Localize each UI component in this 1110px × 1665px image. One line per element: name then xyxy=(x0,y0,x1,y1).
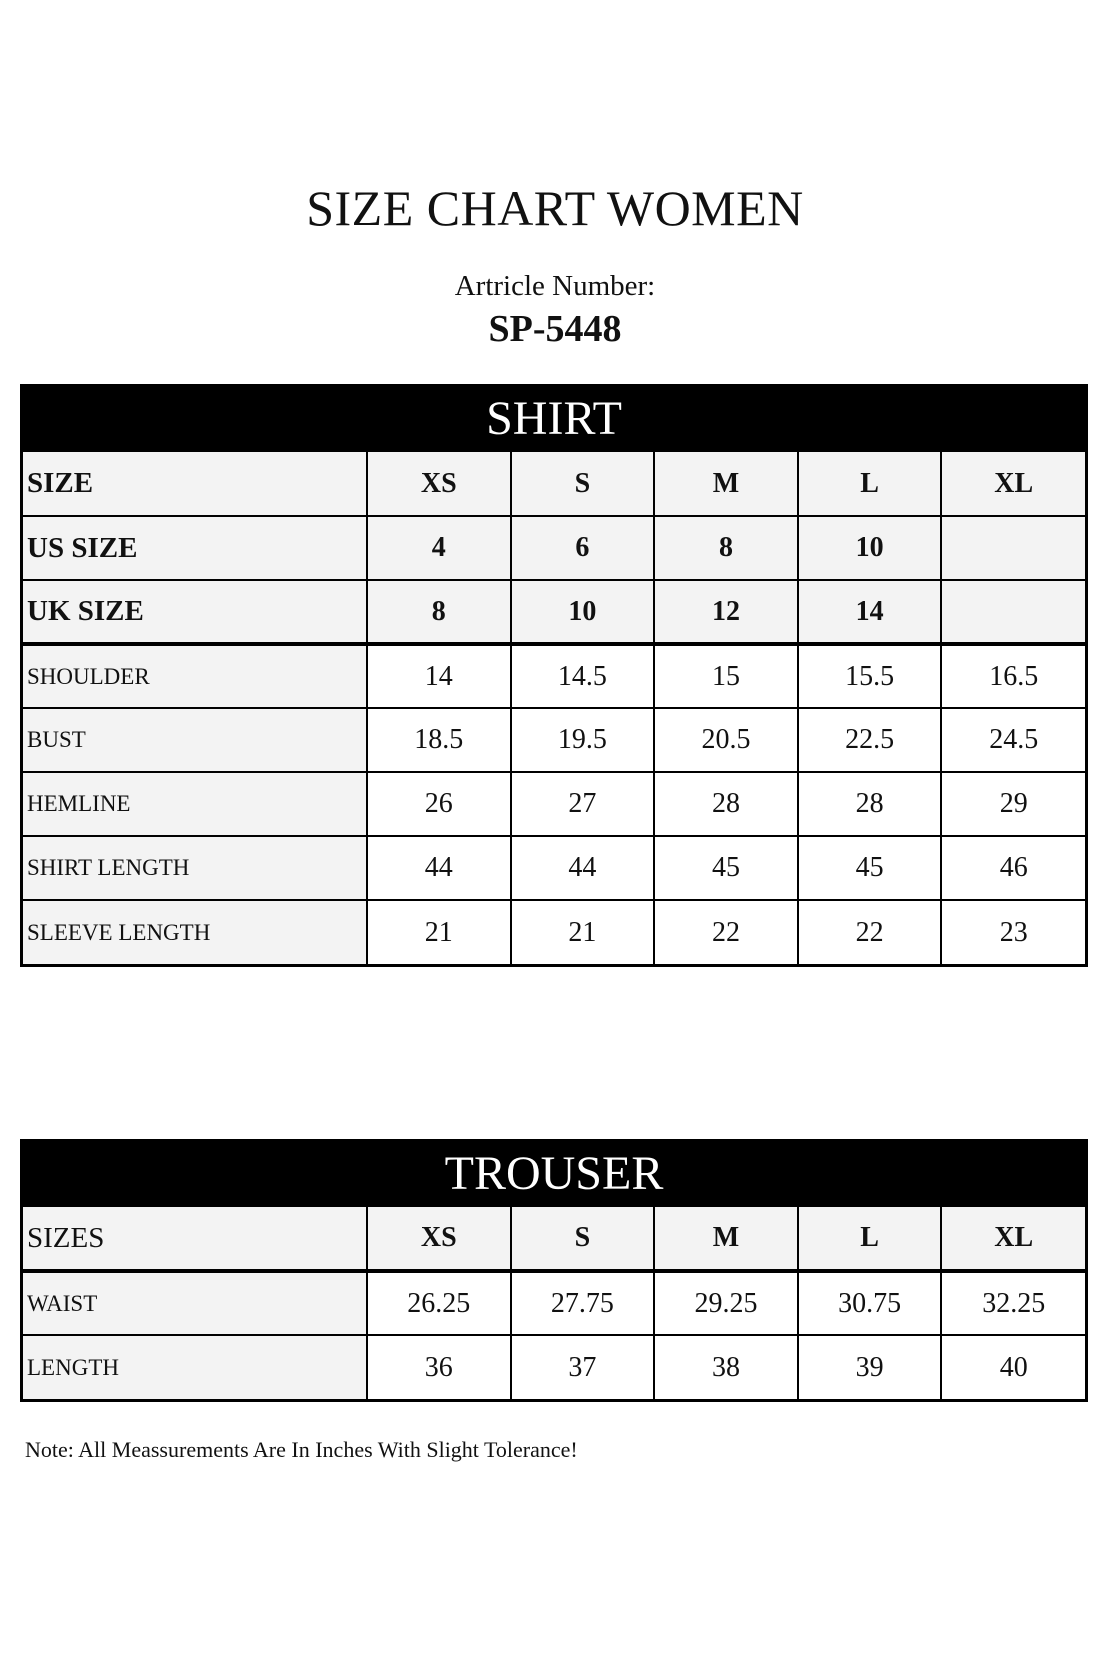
row-label-uk-size: UK SIZE xyxy=(23,580,367,644)
table-row-uk-size xyxy=(23,580,1085,644)
table-cell: 29.25 xyxy=(654,1271,798,1335)
table-cell: 14 xyxy=(798,580,942,644)
table-cell: 39 xyxy=(798,1335,942,1399)
table-cell: 38 xyxy=(654,1335,798,1399)
row-label-length: LENGTH xyxy=(23,1335,367,1399)
table-row-hemline xyxy=(23,772,1085,836)
measurement-note: Note: All Meassurements Are In Inches With Slight Tolerance! xyxy=(25,1437,578,1462)
table-row-shirt-length xyxy=(23,836,1085,900)
table-cell: 29 xyxy=(941,772,1085,836)
size-header-cell: S xyxy=(511,1207,655,1271)
shirt-size-table xyxy=(20,384,1088,967)
table-row-size xyxy=(23,452,1085,516)
table-cell: 30.75 xyxy=(798,1271,942,1335)
table-cell: 14.5 xyxy=(511,644,655,708)
table-cell: 19.5 xyxy=(511,708,655,772)
size-header-cell: M xyxy=(654,452,798,516)
table-row-sizes xyxy=(23,1207,1085,1271)
table-row-shoulder xyxy=(23,644,1085,708)
table-cell: 46 xyxy=(941,836,1085,900)
table-cell: 15 xyxy=(654,644,798,708)
table-cell: 6 xyxy=(511,516,655,580)
size-header-cell: XL xyxy=(941,1207,1085,1271)
row-label-shoulder: SHOULDER xyxy=(23,644,367,708)
table-cell: 15.5 xyxy=(798,644,942,708)
table-row-bust xyxy=(23,708,1085,772)
table-cell: 24.5 xyxy=(941,708,1085,772)
table-row-us-size xyxy=(23,516,1085,580)
table-cell: 27.75 xyxy=(511,1271,655,1335)
article-number-value: SP-5448 xyxy=(488,308,622,350)
size-header-cell: XS xyxy=(367,452,511,516)
table-cell: 22.5 xyxy=(798,708,942,772)
size-header-cell: L xyxy=(798,1207,942,1271)
table-row-sleeve-length xyxy=(23,900,1085,964)
table-cell: 23 xyxy=(941,900,1085,964)
table-cell: 14 xyxy=(367,644,511,708)
table-cell: 20.5 xyxy=(654,708,798,772)
table-cell: 28 xyxy=(654,772,798,836)
table-cell: 26.25 xyxy=(367,1271,511,1335)
size-header-cell: S xyxy=(511,452,655,516)
table-cell: 12 xyxy=(654,580,798,644)
table-cell: 37 xyxy=(511,1335,655,1399)
table-cell: 8 xyxy=(654,516,798,580)
size-header-cell: M xyxy=(654,1207,798,1271)
trouser-size-table xyxy=(20,1139,1088,1402)
table-cell: 18.5 xyxy=(367,708,511,772)
table-cell: 22 xyxy=(654,900,798,964)
size-header-cell: XL xyxy=(941,452,1085,516)
table-cell: 21 xyxy=(367,900,511,964)
page-title: SIZE CHART WOMEN xyxy=(306,180,804,236)
size-header-cell: L xyxy=(798,452,942,516)
row-label-us-size: US SIZE xyxy=(23,516,367,580)
table-cell xyxy=(941,516,1085,580)
table-row-length xyxy=(23,1335,1085,1399)
table-cell: 21 xyxy=(511,900,655,964)
table-cell: 45 xyxy=(798,836,942,900)
table-cell: 8 xyxy=(367,580,511,644)
trouser-table-header: TROUSER xyxy=(23,1142,1085,1207)
table-cell xyxy=(941,580,1085,644)
table-cell: 10 xyxy=(798,516,942,580)
shirt-table-header: SHIRT xyxy=(23,387,1085,452)
table-cell: 27 xyxy=(511,772,655,836)
row-label-bust: BUST xyxy=(23,708,367,772)
table-cell: 26 xyxy=(367,772,511,836)
table-cell: 28 xyxy=(798,772,942,836)
table-cell: 16.5 xyxy=(941,644,1085,708)
table-cell: 4 xyxy=(367,516,511,580)
table-cell: 32.25 xyxy=(941,1271,1085,1335)
table-row-waist xyxy=(23,1271,1085,1335)
row-label-sleeve-length: SLEEVE LENGTH xyxy=(23,900,367,964)
table-cell: 44 xyxy=(511,836,655,900)
table-cell: 36 xyxy=(367,1335,511,1399)
row-label-size: SIZE xyxy=(23,452,367,516)
table-cell: 40 xyxy=(941,1335,1085,1399)
row-label-shirt-length: SHIRT LENGTH xyxy=(23,836,367,900)
shirt-table-grid xyxy=(23,452,1085,964)
row-label-sizes: SIZES xyxy=(23,1207,367,1271)
article-number-label: Artricle Number: xyxy=(454,270,656,302)
trouser-table-grid xyxy=(23,1207,1085,1399)
table-cell: 45 xyxy=(654,836,798,900)
table-cell: 44 xyxy=(367,836,511,900)
table-cell: 10 xyxy=(511,580,655,644)
row-label-waist: WAIST xyxy=(23,1271,367,1335)
table-cell: 22 xyxy=(798,900,942,964)
size-header-cell: XS xyxy=(367,1207,511,1271)
row-label-hemline: HEMLINE xyxy=(23,772,367,836)
